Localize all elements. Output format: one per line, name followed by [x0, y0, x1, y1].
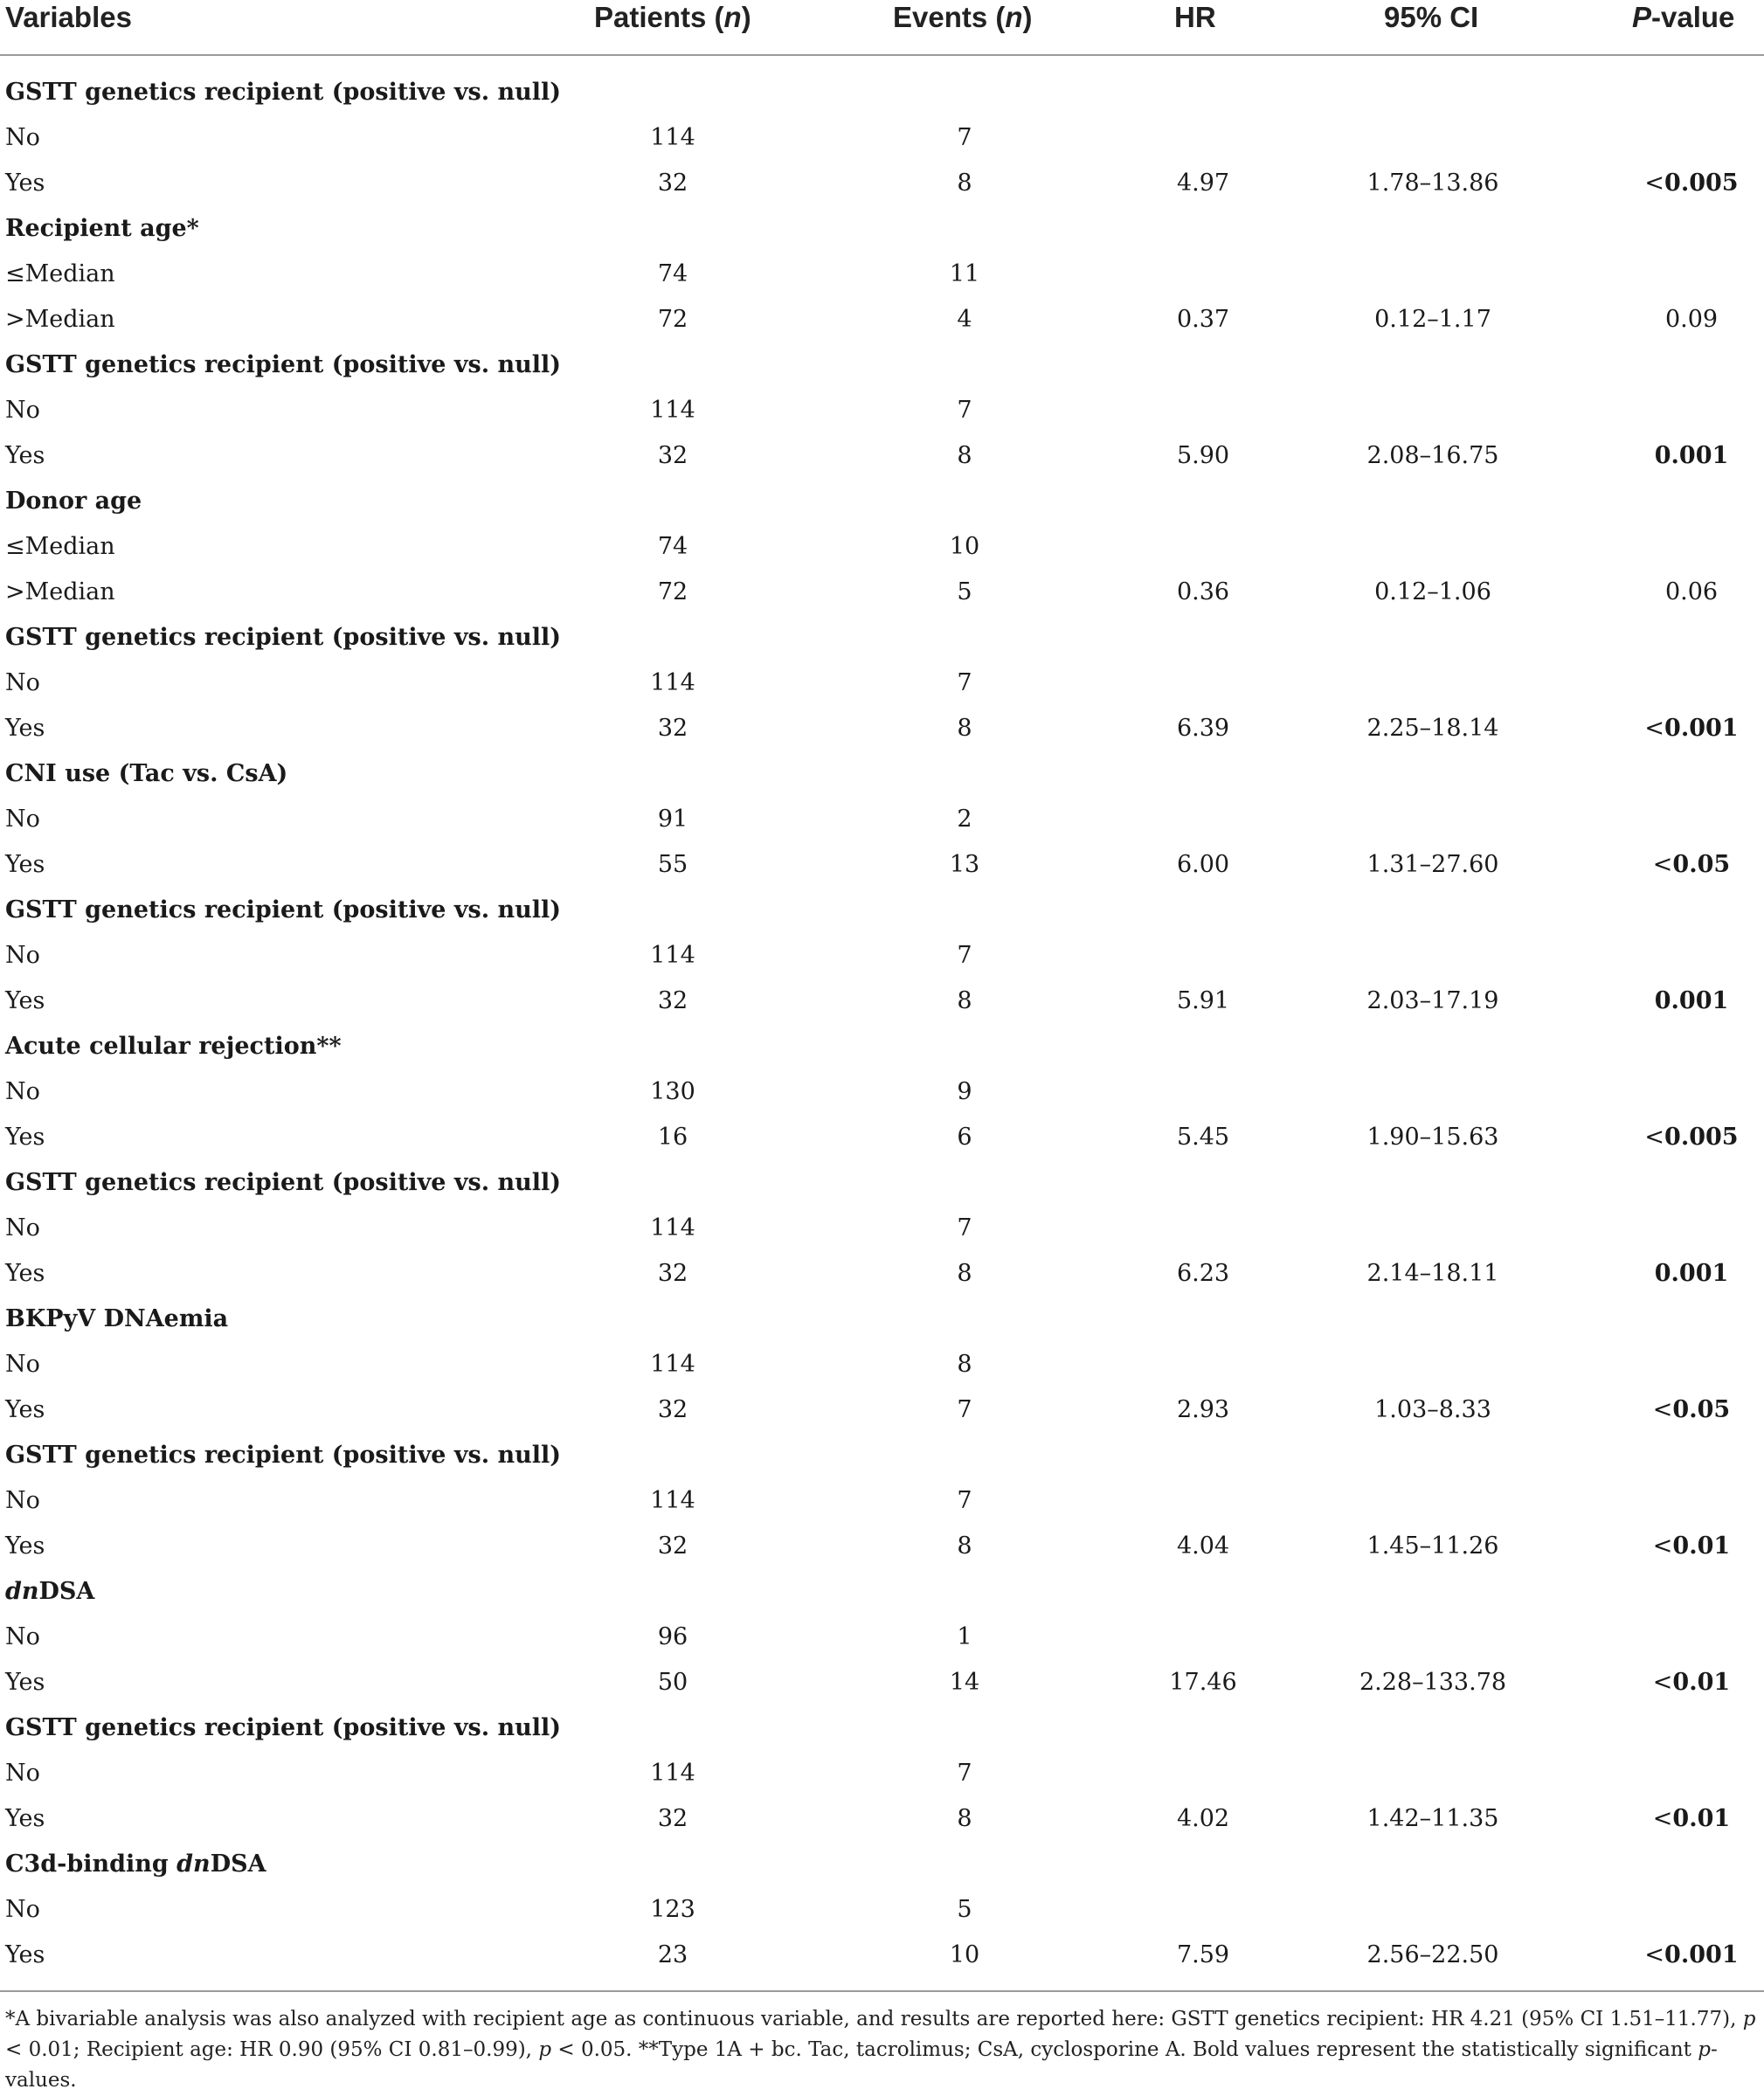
group-label: Donor age: [5, 488, 142, 515]
table-row: Yes 32 8 6.23 2.14–18.11 0.001: [0, 1251, 1764, 1297]
table-row: >Median 72 4 0.37 0.12–1.17 0.09: [0, 297, 1764, 342]
row-label: No: [5, 1078, 40, 1105]
table-row: No 114 7: [0, 388, 1764, 433]
row-label: Yes: [5, 1941, 45, 1968]
row-label: No: [5, 669, 40, 696]
group-label: GSTT genetics recipient (positive vs. null): [5, 1714, 562, 1741]
group-row: [0, 342, 1764, 388]
group-label: C3d-binding dnDSA: [5, 1850, 266, 1878]
row-label: Yes: [5, 442, 45, 469]
group-row: [0, 206, 1764, 252]
row-label: No: [5, 1896, 40, 1923]
group-label: dnDSA: [5, 1578, 95, 1605]
row-label: Yes: [5, 169, 45, 197]
row-label: No: [5, 942, 40, 969]
group-row: [0, 1705, 1764, 1751]
group-label: Acute cellular rejection**: [5, 1033, 342, 1060]
header-variables: Variables: [5, 1, 132, 33]
row-label: Yes: [5, 1805, 45, 1832]
row-label: Yes: [5, 1260, 45, 1287]
group-row: [0, 1024, 1764, 1069]
group-row: [0, 615, 1764, 661]
table-row: No 114 8: [0, 1342, 1764, 1387]
table-row: No 130 9: [0, 1069, 1764, 1115]
row-label: No: [5, 1214, 40, 1242]
group-row: [0, 1160, 1764, 1206]
table-row: Yes 32 8 4.02 1.42–11.35 <0.01: [0, 1796, 1764, 1842]
row-label: ≤Median: [5, 260, 115, 287]
group-row: [0, 1433, 1764, 1478]
group-row: [0, 751, 1764, 797]
group-label: GSTT genetics recipient (positive vs. null): [5, 1169, 562, 1196]
header-hr: HR: [1174, 1, 1216, 33]
group-label: GSTT genetics recipient (positive vs. null): [5, 351, 562, 378]
table-row: No 91 2: [0, 797, 1764, 842]
group-label: CNI use (Tac vs. CsA): [5, 760, 288, 787]
row-label: Yes: [5, 987, 45, 1014]
row-label: No: [5, 1487, 40, 1514]
row-label: No: [5, 1623, 40, 1650]
group-row: [0, 479, 1764, 524]
row-label: No: [5, 806, 40, 833]
group-label: Recipient age*: [5, 215, 199, 242]
table-row: No 114 7: [0, 1751, 1764, 1796]
table-row: No 114 7: [0, 1206, 1764, 1251]
row-label: No: [5, 397, 40, 424]
group-row: [0, 1569, 1764, 1615]
group-label: GSTT genetics recipient (positive vs. null): [5, 896, 562, 923]
table-row: Yes 32 8 4.97 1.78–13.86 <0.005: [0, 161, 1764, 206]
table-row: No 96 1: [0, 1615, 1764, 1660]
header-events: Events (n): [893, 1, 1033, 33]
table-row: Yes 50 14 17.46 2.28–133.78 <0.01: [0, 1660, 1764, 1705]
header-ci: 95% CI: [1384, 1, 1479, 33]
row-label: Yes: [5, 715, 45, 742]
table-header: [0, 0, 1764, 56]
table-row: Yes 32 8 6.39 2.25–18.14 <0.001: [0, 706, 1764, 751]
table-row: Yes 23 10 7.59 2.56–22.50 <0.001: [0, 1933, 1764, 1978]
row-label: No: [5, 124, 40, 151]
bottom-rule: [0, 1990, 1764, 1992]
table-row: No 114 7: [0, 933, 1764, 979]
group-row: [0, 1297, 1764, 1342]
row-label: >Median: [5, 578, 115, 605]
row-label: Yes: [5, 1669, 45, 1696]
header-rule: [0, 54, 1764, 56]
row-label: No: [5, 1760, 40, 1787]
table-row: ≤Median 74 10: [0, 524, 1764, 570]
group-row: [0, 1842, 1764, 1887]
row-label: Yes: [5, 1532, 45, 1560]
table-row: ≤Median 74 11: [0, 252, 1764, 297]
table-row: No 114 7: [0, 661, 1764, 706]
group-label: GSTT genetics recipient (positive vs. null): [5, 79, 562, 106]
header-patients: Patients (n): [594, 1, 751, 33]
row-label: Yes: [5, 1396, 45, 1423]
row-label: Yes: [5, 1124, 45, 1151]
table-row: Yes 32 8 5.91 2.03–17.19 0.001: [0, 979, 1764, 1024]
table-row: No 123 5: [0, 1887, 1764, 1933]
group-label: BKPyV DNAemia: [5, 1305, 229, 1332]
group-label: GSTT genetics recipient (positive vs. null): [5, 624, 562, 651]
table-row: Yes 32 8 5.90 2.08–16.75 0.001: [0, 433, 1764, 479]
row-label: Yes: [5, 851, 45, 878]
table-row: Yes 55 13 6.00 1.31–27.60 <0.05: [0, 842, 1764, 888]
table-row: No 114 7: [0, 115, 1764, 161]
row-label: >Median: [5, 306, 115, 333]
group-row: [0, 888, 1764, 933]
row-label: ≤Median: [5, 533, 115, 560]
table-row: Yes 16 6 5.45 1.90–15.63 <0.005: [0, 1115, 1764, 1160]
table-row: Yes 32 8 4.04 1.45–11.26 <0.01: [0, 1524, 1764, 1569]
table-row: Yes 32 7 2.93 1.03–8.33 <0.05: [0, 1387, 1764, 1433]
header-pvalue: P-value: [1632, 1, 1735, 33]
group-row: [0, 70, 1764, 115]
row-label: No: [5, 1351, 40, 1378]
table-row: >Median 72 5 0.36 0.12–1.06 0.06: [0, 570, 1764, 615]
table-footnote: *A bivariable analysis was also analyzed with recipient age as continuous variable, and results are reported here: GSTT genetics recipient: HR 4.21 (95% CI 1.51–11.77), p < 0.01; Recipient age: HR 0.90 (95% CI 0.81–0.99), p < 0.05. **Type 1A + bc. Tac, tacrolimus; CsA, cyclosporine A. Bold values represent the statistically significant p-values.: [5, 2008, 1756, 2092]
group-label: GSTT genetics recipient (positive vs. null): [5, 1442, 562, 1469]
table-row: No 114 7: [0, 1478, 1764, 1524]
